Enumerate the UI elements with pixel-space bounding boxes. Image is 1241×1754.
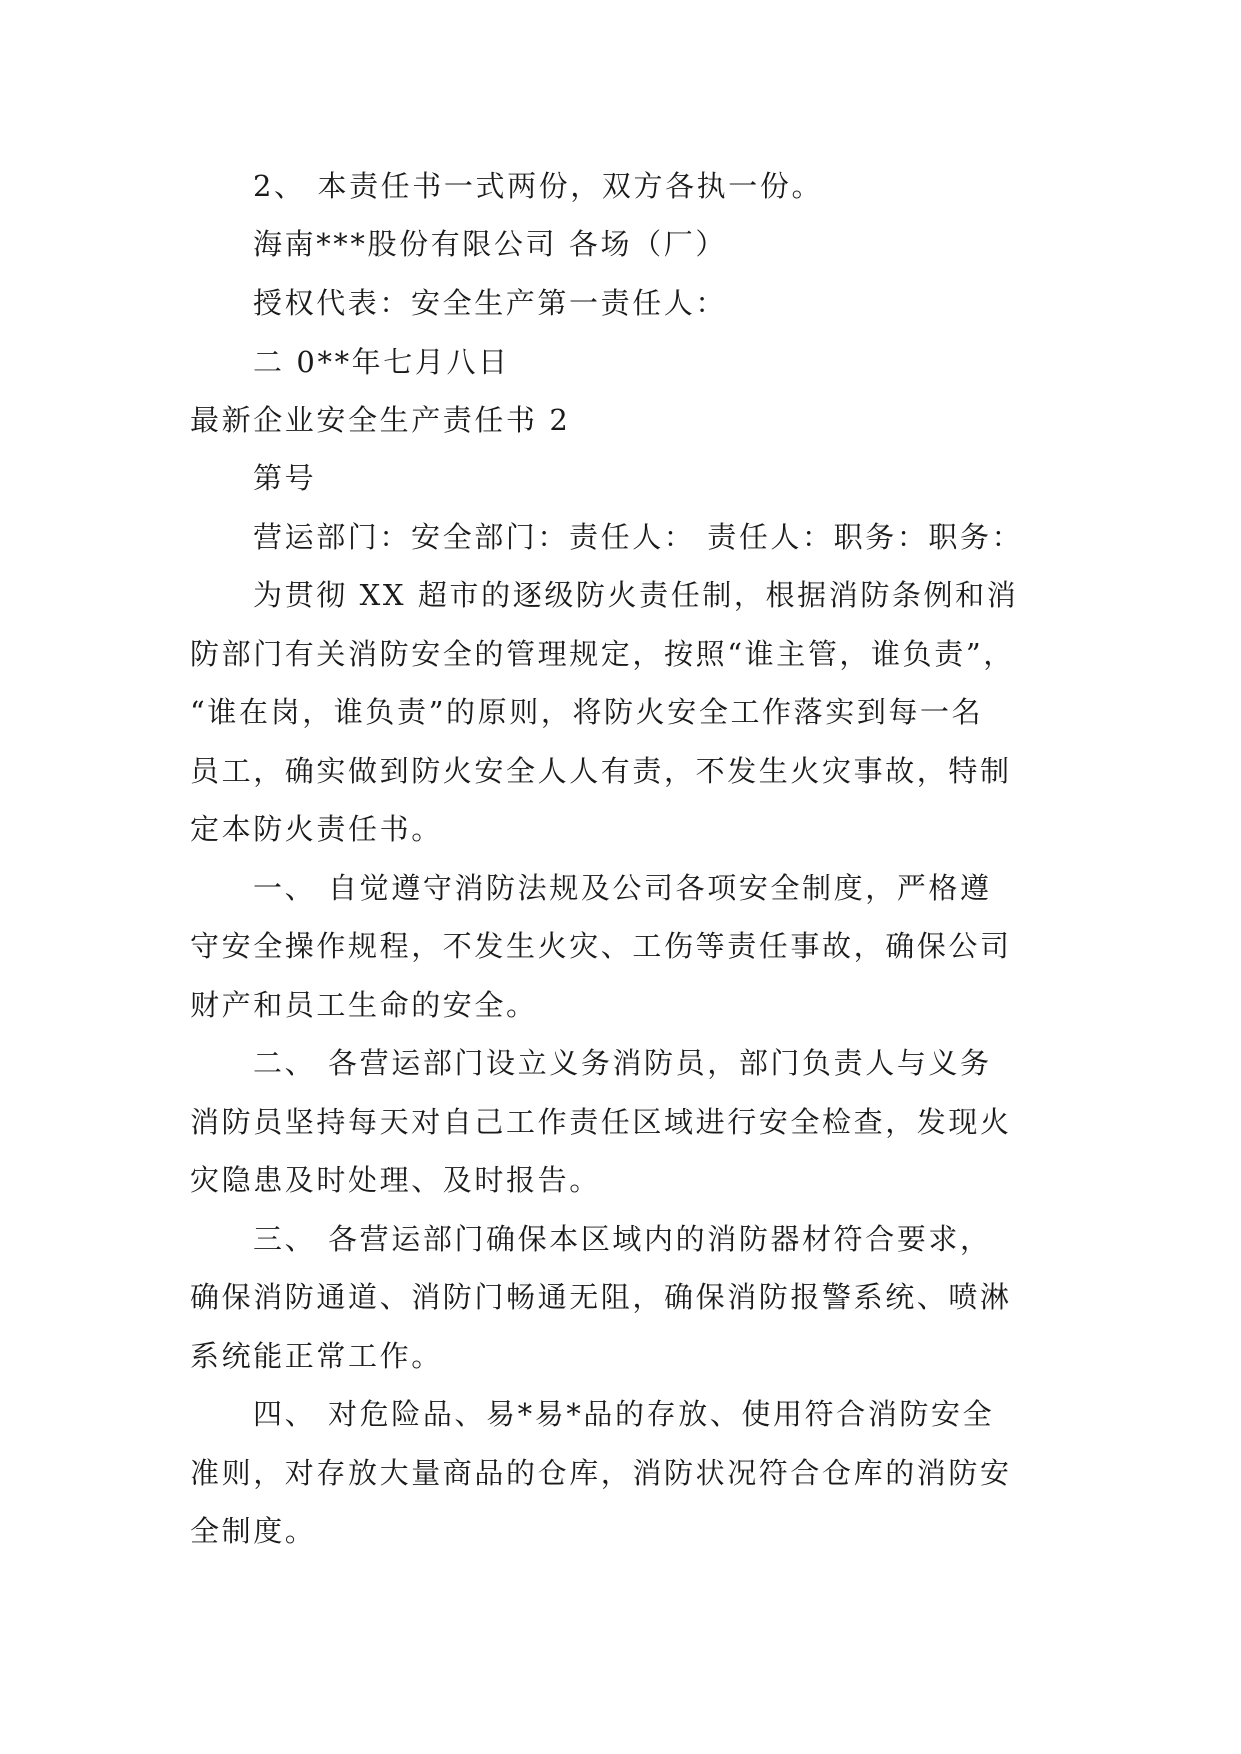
clause-3-line-2: 确保消防通道、消防门畅通无阻，确保消防报警系统、喷淋	[190, 1280, 1012, 1314]
clause-1-line-3: 财产和员工生命的安全。	[190, 988, 538, 1022]
clause-1-line-2: 守安全操作规程，不发生火灾、工伤等责任事故，确保公司	[190, 929, 1012, 963]
document-number: 第号	[253, 461, 317, 495]
clause-2-line-3: 灾隐患及时处理、及时报告。	[190, 1163, 601, 1197]
intro-paragraph-line-4: 员工，确实做到防火安全人人有责，不发生火灾事故，特制	[190, 754, 1012, 788]
intro-paragraph-line-2: 防部门有关消防安全的管理规定，按照“谁主管，谁负责”，	[190, 637, 1015, 671]
clause-4-line-2: 准则，对存放大量商品的仓库，消防状况符合仓库的消防安	[190, 1456, 1012, 1490]
clause-3-line-1: 三、 各营运部门确保本区域内的消防器材符合要求，	[253, 1222, 992, 1256]
clause-4-line-1: 四、 对危险品、易*易*品的存放、使用符合消防安全	[253, 1397, 995, 1431]
signing-representatives: 授权代表：安全生产第一责任人：	[253, 286, 728, 320]
clause-3-line-3: 系统能正常工作。	[190, 1339, 443, 1373]
parties-header: 营运部门：安全部门：责任人： 责任人：职务：职务：	[253, 520, 1024, 554]
intro-paragraph-line-3: “谁在岗，谁负责”的原则，将防火安全工作落实到每一名	[190, 695, 984, 729]
section-title: 最新企业安全生产责任书 2	[190, 403, 571, 437]
closing-item-2: 2、 本责任书一式两份，双方各执一份。	[253, 169, 824, 203]
clause-2-line-2: 消防员坚持每天对自己工作责任区域进行安全检查，发现火	[190, 1105, 1012, 1139]
clause-2-line-1: 二、 各营运部门设立义务消防员，部门负责人与义务	[253, 1046, 992, 1080]
intro-paragraph-line-5: 定本防火责任书。	[190, 812, 443, 846]
signing-parties: 海南***股份有限公司 各场（厂）	[253, 227, 727, 261]
intro-paragraph-line-1: 为贯彻 XX 超市的逐级防火责任制，根据消防条例和消	[253, 578, 1019, 612]
clause-4-line-3: 全制度。	[190, 1514, 317, 1548]
signing-date: 二 0**年七月八日	[253, 345, 510, 379]
clause-1-line-1: 一、 自觉遵守消防法规及公司各项安全制度，严格遵	[253, 871, 992, 905]
